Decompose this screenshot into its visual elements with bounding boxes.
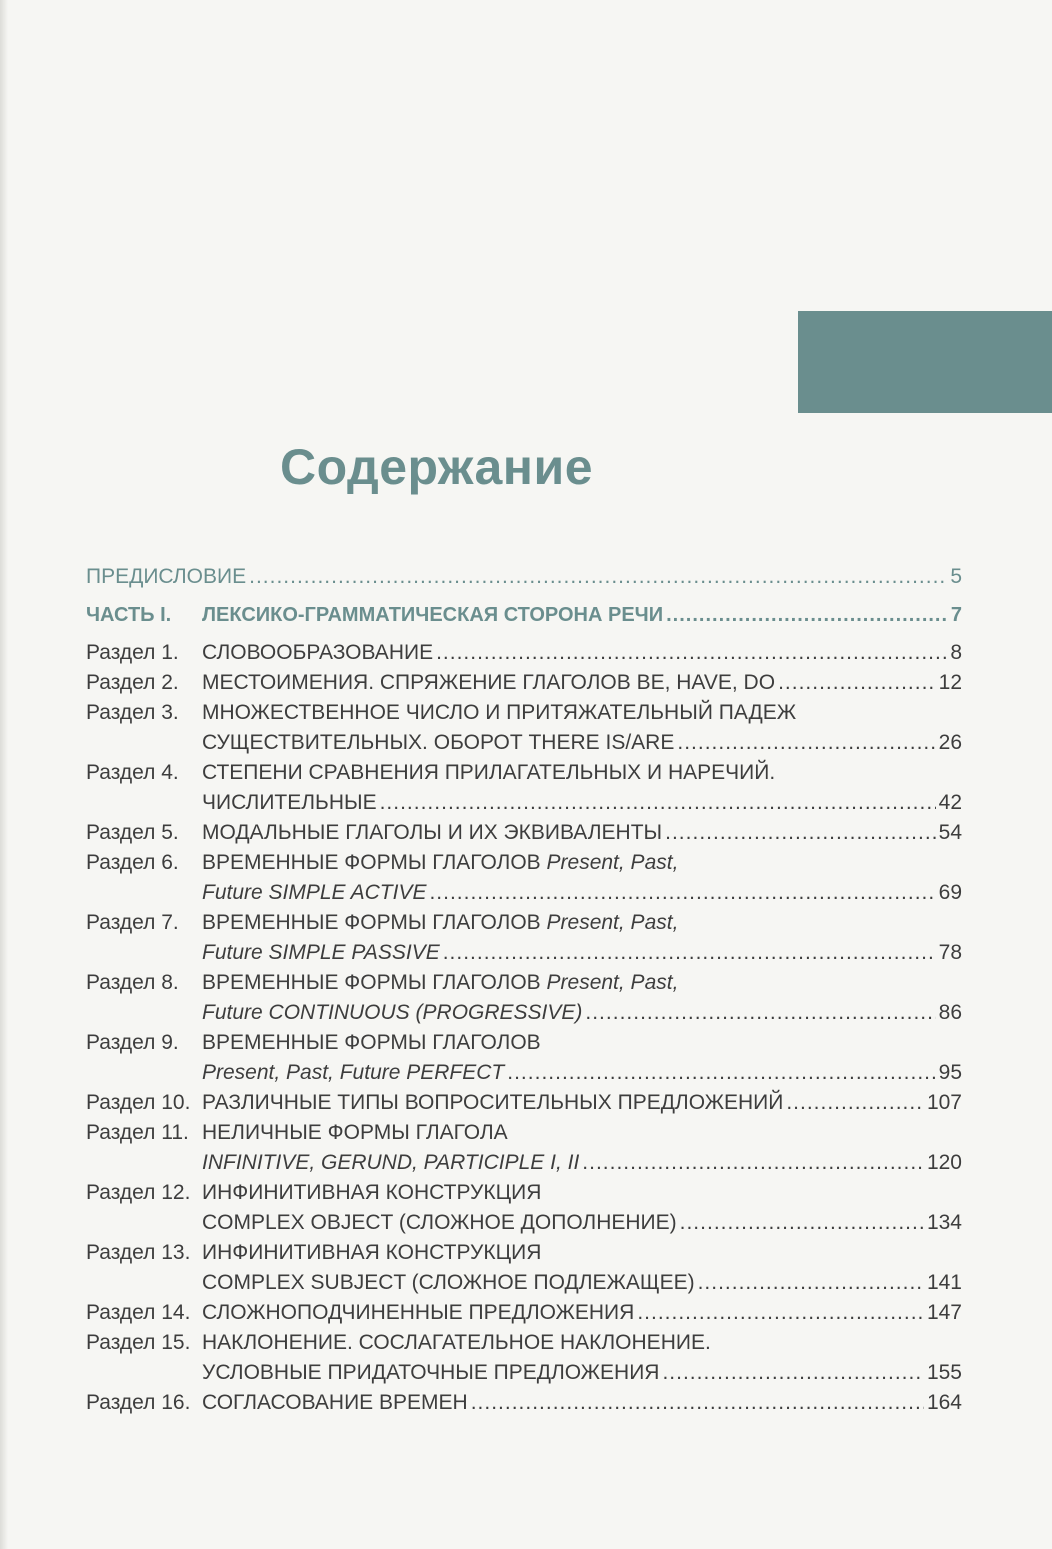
toc-entry-title bbox=[202, 758, 775, 788]
toc-title-segment: СУЩЕСТВИТЕЛЬНЫХ. ОБОРОТ THERE IS/ARE bbox=[202, 731, 675, 754]
toc-entry-title bbox=[202, 1238, 541, 1268]
dot-leader bbox=[662, 1358, 923, 1388]
toc-entry-title bbox=[202, 668, 775, 698]
toc-page-number: 134 bbox=[926, 1211, 962, 1234]
dot-leader bbox=[665, 818, 936, 848]
toc-entry-title bbox=[202, 1028, 541, 1058]
toc-entry-label: Раздел 12. bbox=[86, 1181, 191, 1204]
accent-bar bbox=[798, 311, 1052, 413]
toc-page-number: 164 bbox=[926, 1391, 962, 1414]
toc-entry-label: Раздел 6. bbox=[86, 851, 179, 874]
toc-entry-title bbox=[202, 908, 678, 938]
toc-page-number: 78 bbox=[938, 941, 962, 964]
toc-entry-label: Раздел 9. bbox=[86, 1031, 179, 1054]
toc-title-segment: МНОЖЕСТВЕННОЕ ЧИСЛО И ПРИТЯЖАТЕЛЬНЫЙ ПАДЕЖ bbox=[202, 701, 797, 724]
toc-title-segment: ВРЕМЕННЫЕ ФОРМЫ ГЛАГОЛОВ bbox=[202, 971, 547, 994]
dot-leader bbox=[380, 788, 936, 818]
toc-entry-title bbox=[202, 600, 663, 630]
toc-page-number: 69 bbox=[938, 881, 962, 904]
toc-entry[interactable] bbox=[86, 1388, 962, 1418]
toc-entry-title bbox=[202, 1058, 504, 1088]
toc-title-segment: ЧИСЛИТЕЛЬНЫЕ bbox=[202, 791, 377, 814]
toc-entry[interactable] bbox=[86, 1118, 962, 1178]
toc-entry-title bbox=[202, 968, 678, 998]
dot-leader bbox=[471, 1388, 924, 1418]
toc-title-segment: УСЛОВНЫЕ ПРИДАТОЧНЫЕ ПРЕДЛОЖЕНИЯ bbox=[202, 1361, 660, 1384]
toc-entry-part[interactable] bbox=[86, 600, 962, 630]
toc-page-number: 141 bbox=[926, 1271, 962, 1294]
toc-title-segment: НАКЛОНЕНИЕ. СОСЛАГАТЕЛЬНОЕ НАКЛОНЕНИЕ. bbox=[202, 1331, 711, 1354]
toc-entry-title bbox=[202, 698, 796, 728]
page-edge-shadow bbox=[0, 0, 8, 1549]
toc-entry-title bbox=[202, 1268, 695, 1298]
dot-leader bbox=[677, 728, 935, 758]
toc-page-number: 107 bbox=[926, 1091, 962, 1114]
toc-entry-label: Раздел 3. bbox=[86, 701, 179, 724]
toc-entry-title bbox=[202, 1358, 659, 1388]
toc-page-number: 86 bbox=[938, 1001, 962, 1024]
toc-title-segment: COMPLEX SUBJECT (СЛОЖНОЕ ПОДЛЕЖАЩЕЕ) bbox=[202, 1271, 695, 1294]
toc-entry-label: Раздел 1. bbox=[86, 641, 179, 664]
toc-entry-title bbox=[202, 1298, 634, 1328]
dot-leader bbox=[585, 998, 935, 1028]
toc-entry-label: Раздел 14. bbox=[86, 1301, 191, 1324]
toc-title-segment: МОДАЛЬНЫЕ ГЛАГОЛЫ И ИХ ЭКВИВАЛЕНТЫ bbox=[202, 821, 663, 844]
dot-leader bbox=[507, 1058, 935, 1088]
toc-title-segment: ВРЕМЕННЫЕ ФОРМЫ ГЛАГОЛОВ bbox=[202, 851, 547, 874]
toc-entry[interactable] bbox=[86, 1028, 962, 1088]
dot-leader bbox=[786, 1088, 924, 1118]
toc-entry[interactable] bbox=[86, 818, 962, 848]
dot-leader bbox=[249, 562, 947, 592]
toc-entry-title bbox=[202, 1208, 677, 1238]
toc-entry-title bbox=[202, 728, 674, 758]
toc-page-number: 7 bbox=[950, 604, 962, 626]
toc-page-number: 12 bbox=[938, 671, 962, 694]
toc-entry-title bbox=[202, 1118, 508, 1148]
toc-title-segment: Future SIMPLE ACTIVE bbox=[202, 881, 427, 904]
toc-page-number: 120 bbox=[926, 1151, 962, 1174]
toc-title-segment: INFINITIVE, GERUND, PARTICIPLE I, II bbox=[202, 1151, 580, 1174]
toc-entry[interactable] bbox=[86, 668, 962, 698]
toc-title-segment: Present, Past, bbox=[546, 851, 679, 874]
toc-title-segment: СЛОВООБРАЗОВАНИЕ bbox=[202, 641, 434, 664]
dot-leader bbox=[778, 668, 936, 698]
toc-title-segment: Present, Past, Future PERFECT bbox=[202, 1061, 505, 1084]
toc-entry[interactable] bbox=[86, 1238, 962, 1298]
dot-leader bbox=[429, 878, 935, 908]
toc-title-segment: ПРЕДИСЛОВИЕ bbox=[86, 565, 247, 588]
toc-entry[interactable] bbox=[86, 968, 962, 1028]
toc-title-segment: РАЗЛИЧНЫЕ ТИПЫ ВОПРОСИТЕЛЬНЫХ ПРЕДЛОЖЕНИЙ bbox=[202, 1091, 784, 1114]
toc-title-segment: ЛЕКСИКО-ГРАММАТИЧЕСКАЯ СТОРОНА РЕЧИ bbox=[202, 604, 664, 626]
toc-entry-title bbox=[202, 1178, 541, 1208]
dot-leader bbox=[436, 638, 947, 668]
toc-title-segment: МЕСТОИМЕНИЯ. СПРЯЖЕНИЕ ГЛАГОЛОВ BE, HAVE, DO bbox=[202, 671, 776, 694]
toc-entry-title bbox=[202, 788, 377, 818]
toc-page-number: 155 bbox=[926, 1361, 962, 1384]
toc-title-segment: COMPLEX OBJECT (СЛОЖНОЕ ДОПОЛНЕНИЕ) bbox=[202, 1211, 677, 1234]
toc-title-segment: ИНФИНИТИВНАЯ КОНСТРУКЦИЯ bbox=[202, 1181, 542, 1204]
toc-entry-title bbox=[202, 1388, 468, 1418]
toc-page-number: 42 bbox=[938, 791, 962, 814]
toc-title-segment: ВРЕМЕННЫЕ ФОРМЫ ГЛАГОЛОВ bbox=[202, 911, 547, 934]
toc-entry[interactable] bbox=[86, 848, 962, 908]
toc-entry-label: Раздел 4. bbox=[86, 761, 179, 784]
toc-entry[interactable] bbox=[86, 1088, 962, 1118]
toc-entry-label: Раздел 8. bbox=[86, 971, 179, 994]
toc-entry-title bbox=[86, 562, 246, 592]
dot-leader bbox=[637, 1298, 924, 1328]
toc-entry-title bbox=[202, 1328, 711, 1358]
toc-entry-title bbox=[202, 998, 582, 1028]
toc-entry-title bbox=[202, 938, 440, 968]
toc-entry-title bbox=[202, 878, 426, 908]
toc-entry-title bbox=[202, 1148, 579, 1178]
toc-entry-label: Раздел 13. bbox=[86, 1241, 191, 1264]
toc-entry[interactable] bbox=[86, 638, 962, 668]
toc-entry[interactable] bbox=[86, 1328, 962, 1388]
dot-leader bbox=[698, 1268, 924, 1298]
toc-entry[interactable] bbox=[86, 758, 962, 818]
toc-entry-label: Раздел 5. bbox=[86, 821, 179, 844]
toc-entry-label: Раздел 10. bbox=[86, 1091, 191, 1114]
toc-entry-label: Раздел 2. bbox=[86, 671, 179, 694]
toc-title-segment: СОГЛАСОВАНИЕ ВРЕМЕН bbox=[202, 1391, 468, 1414]
toc-entry-title bbox=[202, 1088, 783, 1118]
toc-entry[interactable] bbox=[86, 908, 962, 968]
toc-page-number: 147 bbox=[926, 1301, 962, 1324]
toc-entry[interactable] bbox=[86, 1178, 962, 1238]
dot-leader bbox=[680, 1208, 924, 1238]
toc-entry-label: Раздел 16. bbox=[86, 1391, 191, 1414]
toc-title-segment: Present, Past, bbox=[546, 911, 679, 934]
toc-title-segment: Future SIMPLE PASSIVE bbox=[202, 941, 440, 964]
toc-entry-title bbox=[202, 818, 662, 848]
toc-page-number: 26 bbox=[938, 731, 962, 754]
toc-page-number: 95 bbox=[938, 1061, 962, 1084]
page-title: Содержание bbox=[280, 439, 594, 495]
dot-leader bbox=[582, 1148, 924, 1178]
toc-page-number: 54 bbox=[938, 821, 962, 844]
toc-entry-title bbox=[202, 638, 433, 668]
toc-title-segment: ВРЕМЕННЫЕ ФОРМЫ ГЛАГОЛОВ bbox=[202, 1031, 541, 1054]
toc-entry-label: Раздел 11. bbox=[86, 1121, 189, 1144]
toc-title-segment: НЕЛИЧНЫЕ ФОРМЫ ГЛАГОЛА bbox=[202, 1121, 508, 1144]
toc-title-segment: Present, Past, bbox=[546, 971, 679, 994]
toc-page-number: 8 bbox=[950, 641, 962, 664]
toc-title-segment: СТЕПЕНИ СРАВНЕНИЯ ПРИЛАГАТЕЛЬНЫХ И НАРЕЧИЙ. bbox=[202, 761, 776, 784]
toc-entry-label: Раздел 15. bbox=[86, 1331, 191, 1354]
toc-title-segment: Future CONTINUOUS (PROGRESSIVE) bbox=[202, 1001, 583, 1024]
toc-entry-label: Раздел 7. bbox=[86, 911, 179, 934]
toc-entry-preface[interactable] bbox=[86, 562, 962, 592]
toc-entry-title bbox=[202, 848, 678, 878]
dot-leader bbox=[666, 600, 948, 630]
toc-title-segment: ИНФИНИТИВНАЯ КОНСТРУКЦИЯ bbox=[202, 1241, 542, 1264]
toc-entry[interactable] bbox=[86, 1298, 962, 1328]
toc-entry-label: ЧАСТЬ I. bbox=[86, 604, 172, 626]
table-of-contents bbox=[86, 562, 962, 1418]
dot-leader bbox=[443, 938, 936, 968]
toc-entry[interactable] bbox=[86, 698, 962, 758]
toc-page-number: 5 bbox=[950, 565, 962, 588]
toc-title-segment: СЛОЖНОПОДЧИНЕННЫЕ ПРЕДЛОЖЕНИЯ bbox=[202, 1301, 635, 1324]
